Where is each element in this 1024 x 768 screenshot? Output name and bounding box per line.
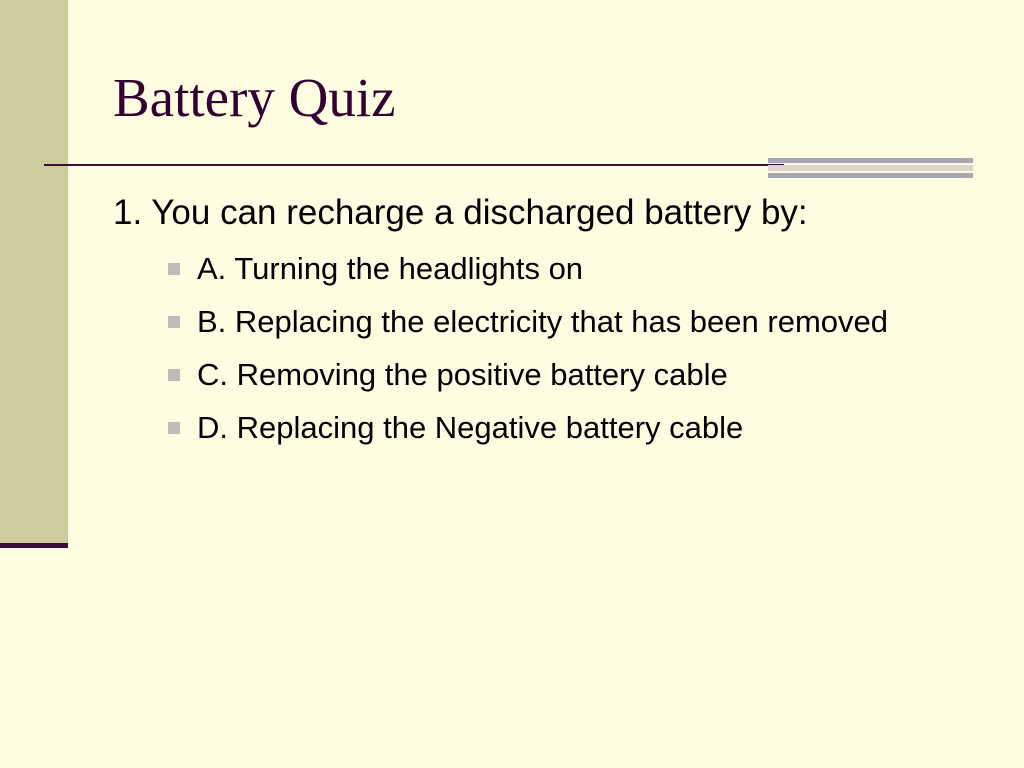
answer-option-label: A. Turning the headlights on [197,251,584,286]
square-bullet-icon [168,316,180,328]
quiz-question: 1. You can recharge a discharged battery by: [113,193,808,232]
answer-option-d [168,407,908,449]
answer-option-label: C. Removing the positive battery cable [197,357,728,392]
left-decorative-band [0,0,68,545]
accent-bar-top [768,158,973,163]
answer-options-list [168,248,908,460]
left-accent-rule [0,543,68,548]
square-bullet-icon [168,422,180,434]
answer-option-label: B. Replacing the electricity that has been removed [197,304,888,339]
accent-bar-middle [768,165,973,171]
slide-title: Battery Quiz [113,67,396,128]
answer-option-b [168,301,908,343]
answer-option-label: D. Replacing the Negative battery cable [197,410,744,445]
accent-bar-bottom [768,173,973,178]
answer-option-a [168,248,908,290]
square-bullet-icon [168,369,180,381]
answer-option-c [168,354,908,396]
square-bullet-icon [168,263,180,275]
title-divider-line [44,164,784,166]
